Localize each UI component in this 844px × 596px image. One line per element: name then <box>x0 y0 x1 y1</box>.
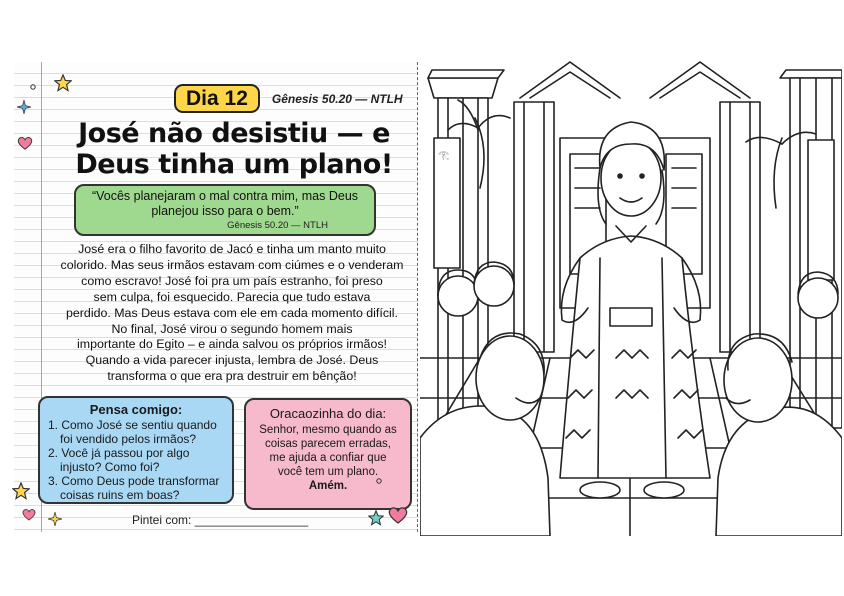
sparkle-icon <box>48 512 62 526</box>
prayer-line: coisas parecem erradas, <box>265 438 391 450</box>
story-line: colorido. Mas seus irmãos estavam com ciúmes e o venderam <box>60 257 404 272</box>
story-line: No final, José virou o segundo homem mais <box>111 321 353 336</box>
prayer-line: me ajuda a confiar que <box>269 452 387 464</box>
prayer-title: Oracaozinha do dia: <box>269 406 387 421</box>
heart-icon <box>22 508 36 521</box>
page-title <box>54 118 414 180</box>
heart-icon <box>388 506 408 524</box>
story-line: como escravo! José foi pra um país estranho, foi preso <box>81 273 383 288</box>
prayer-box <box>244 398 412 510</box>
heart-icon <box>17 136 33 150</box>
question-item: 2. Você já passou por algo injusto? Como foi? <box>48 446 190 474</box>
prayer-line: Amém. <box>308 480 348 492</box>
question-list <box>46 418 226 502</box>
story-line: perdido. Mas Deus estava com ele em cada momento difícil. <box>66 305 398 320</box>
left-page <box>14 62 418 532</box>
story-line: Quando a vida parecer injusta, lembra de José. Deus <box>85 353 379 368</box>
coloring-illustration <box>420 58 842 536</box>
star-icon <box>12 482 30 500</box>
question-item: 3. Como Deus pode transformar coisas ruins em boas? <box>48 474 220 502</box>
painted-with-field[interactable]: Pintei com: _________________ <box>132 513 309 527</box>
think-box <box>38 396 234 504</box>
svg-text:𓂀: 𓂀 <box>438 150 450 160</box>
think-title: Pensa comigo: <box>89 402 183 417</box>
star-icon <box>368 510 384 526</box>
prayer-line: Senhor, mesmo quando as <box>259 424 397 436</box>
title-line: Deus tinha um plano! <box>75 149 393 180</box>
joseph-coloring-picture <box>420 58 842 536</box>
day-badge: Dia 12 <box>174 84 260 113</box>
verse-box <box>74 184 376 236</box>
dot-icon <box>376 478 382 484</box>
sparkle-icon <box>17 100 31 114</box>
day-header <box>174 84 403 113</box>
verse-quote-line: “Vocês planejaram o mal contra mim, mas Deus <box>91 189 359 203</box>
star-icon <box>54 74 72 92</box>
verse-quote-line: planejou isso para o bem.” <box>151 204 299 218</box>
story-line: importante do Egito – e ainda salvou os próprios irmãos! <box>77 337 387 352</box>
story-text <box>46 242 418 385</box>
question-item: 1. Como José se sentiu quando foi vendido pelos irmãos? <box>48 418 217 446</box>
story-line: transforma o que era pra destruir em bênção! <box>107 369 357 384</box>
prayer-line: você tem um plano. <box>277 466 379 478</box>
dot-icon <box>30 84 36 90</box>
verse-reference: Gênesis 50.20 — NTLH <box>227 220 328 231</box>
title-line: José não desistiu — e <box>78 118 390 149</box>
story-line: sem culpa, foi esquecido. Parecia que tudo estava <box>93 289 371 304</box>
verse-reference-top: Gênesis 50.20 — NTLH <box>271 91 403 106</box>
story-line: José era o filho favorito de Jacó e tinha um manto muito <box>78 242 386 256</box>
